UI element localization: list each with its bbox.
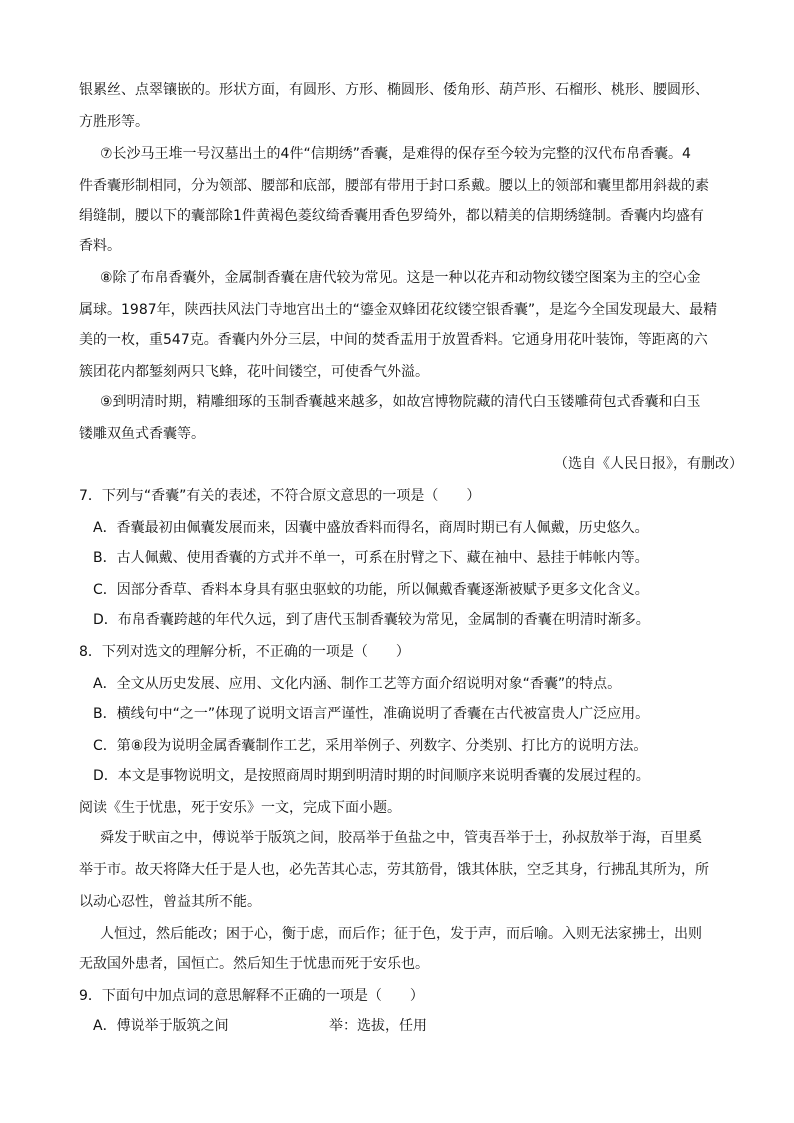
question-9-option-a: A．傅说举于版筑之间	[93, 1018, 229, 1034]
classical-text-line: 无敌国外患者，国恒亡。然后知生于忧患而死于安乐也。	[79, 956, 429, 972]
question-7-option-b: B．古人佩戴、使用香囊的方式并不单一，可系在肘臂之下、藏在袖中、悬挂于帏帐内等。	[93, 550, 649, 566]
source-note: （选自《人民日报》，有删改）	[554, 456, 743, 472]
text-line: 属球。1987年，陕西扶风法门寺地宫出土的“鎏金双蜂团花纹镂空银香囊”，是迄今全国发现最大、最精	[79, 302, 718, 318]
question-8-option-b: B．横线句中“之一”体现了说明文语言严谨性，准确说明了香囊在古代被富贵人广泛应用。	[93, 706, 650, 722]
paragraph-8-line: ⑧除了布帛香囊外，金属制香囊在唐代较为常见。这是一种以花卉和动物纹镂空图案为主的空心金	[100, 270, 701, 286]
question-8: 8．下列对选文的理解分析，不正确的一项是（ ）	[79, 644, 410, 660]
classical-text-line: 舜发于畎亩之中，傅说举于版筑之间，胶鬲举于鱼盐之中，管夷吾举于士，孙叔敖举于海，百里奚	[100, 830, 702, 846]
text-line: 件香囊形制相同，分为领部、腰部和底部，腰部有带用于封口系戴。腰以上的领部和囊里都用斜裁的素	[79, 178, 709, 194]
classical-text-line: 以动心忍性，曾益其所不能。	[79, 894, 261, 910]
text-line: 绢缝制，腰以下的囊部除1件黄褐色菱纹绮香囊用香色罗绮外，都以精美的信期绣缝制。香囊内均盛有	[79, 208, 704, 224]
paragraph-9-line: ⑨到明清时期，精雕细琢的玉制香囊越来越多，如故宫博物院藏的清代白玉镂雕荷包式香囊和白玉	[100, 394, 701, 410]
question-7-option-a: A．香囊最初由佩囊发展而来，因囊中盛放香料而得名，商周时期已有人佩戴，历史悠久。	[93, 520, 649, 536]
question-7: 7．下列与“香囊”有关的表述，不符合原文意思的一项是（ ）	[79, 488, 481, 504]
question-8-option-c: C．第⑧段为说明金属香囊制作工艺，采用举例子、列数字、分类别、打比方的说明方法。	[93, 738, 648, 754]
text-line: 美的一枚，重547克。香囊内外分三层，中间的焚香盂用于放置香料。它通身用花叶装饰，等距离的六	[79, 332, 708, 348]
classical-text-line: 人恒过，然后能改；困于心，衡于虑，而后作；征于色，发于声，而后喻。入则无法家拂士，出则	[100, 926, 702, 942]
question-8-option-d: D．本文是事物说明文，是按照商周时期到明清时期的时间顺序来说明香囊的发展过程的。	[93, 768, 650, 784]
paragraph-7-line: ⑦长沙马王堆一号汉墓出土的4件“信期绣”香囊，是难得的保存至今较为完整的汉代布帛香囊。4	[100, 146, 691, 162]
text-line: 香料。	[79, 238, 121, 254]
question-7-option-d: D．布帛香囊跨越的年代久远，到了唐代玉制香囊较为常见，金属制的香囊在明清时渐多。	[93, 612, 650, 628]
text-line: 镂雕双鱼式香囊等。	[79, 426, 205, 442]
question-9: 9．下面句中加点词的意思解释不正确的一项是（ ）	[79, 988, 424, 1004]
reading-instruction: 阅读《生于忧患，死于安乐》一文，完成下面小题。	[79, 800, 401, 816]
classical-text-line: 举于市。故天将降大任于是人也，必先苦其心志，劳其筋骨，饿其体肤，空乏其身，行拂乱其所为，所	[79, 862, 709, 878]
question-7-option-c: C．因部分香草、香料本身具有驱虫驱蚊的功能，所以佩戴香囊逐渐被赋予更多文化含义。	[93, 582, 649, 598]
text-line: 银累丝、点翠镶嵌的。形状方面，有圆形、方形、椭圆形、倭角形、葫芦形、石榴形、桃形、腰圆形、	[79, 82, 709, 98]
question-8-option-a: A．全文从历史发展、应用、文化内涵、制作工艺等方面介绍说明对象“香囊”的特点。	[93, 676, 622, 692]
text-line: 簇团花内都錾刻两只飞蜂，花叶间镂空，可使香气外溢。	[79, 364, 429, 380]
question-9-option-a-gloss: 举：选拔，任用	[329, 1018, 427, 1034]
text-line: 方胜形等。	[79, 114, 149, 130]
